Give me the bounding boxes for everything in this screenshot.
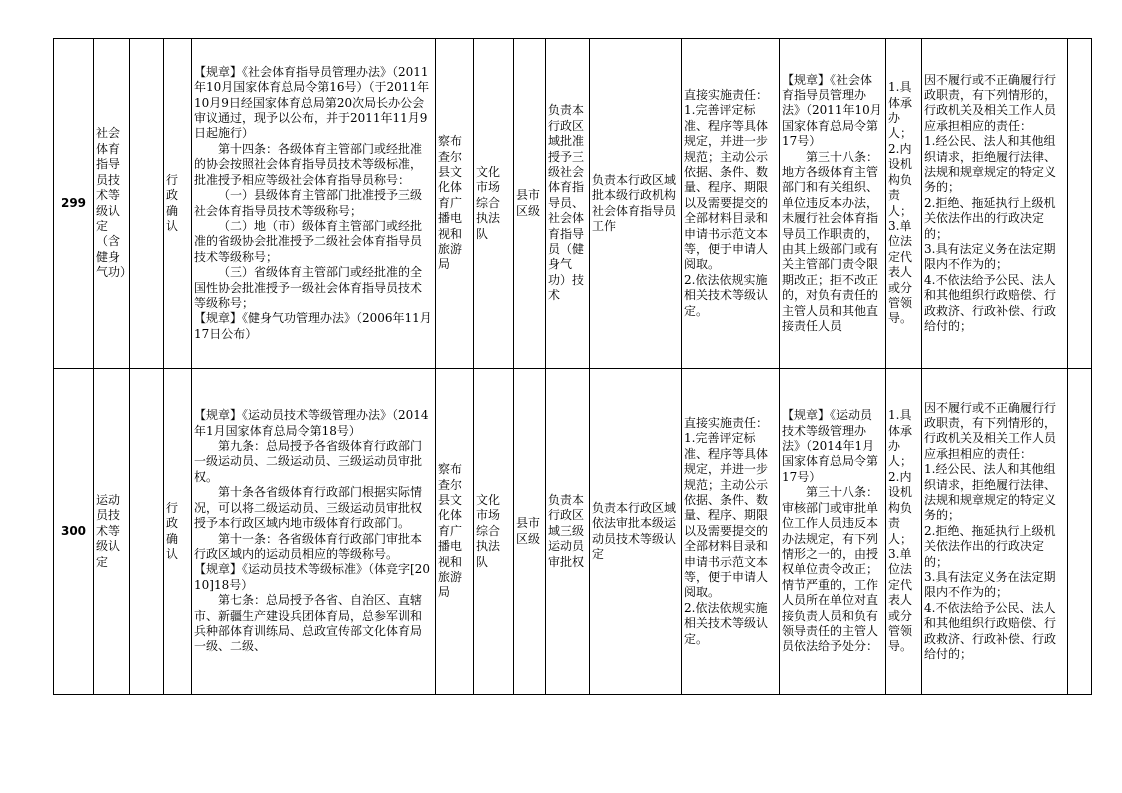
duty-content-cell [590, 39, 682, 369]
item-number-cell [54, 369, 94, 695]
duty-content-cell [590, 369, 682, 695]
responsible-subject-cell [886, 39, 922, 369]
legal-basis-paragraph: 第十条各省级体育行政部门根据实际情况，可以将二级运动员、三级运动员审批权授予本行政区域内地市级体育行政部门。 [194, 485, 423, 531]
admin-level-cell [514, 369, 546, 695]
item-type: 行政确认 [166, 500, 179, 561]
accountability-matters-cell [922, 369, 1068, 695]
admin-level: 县市区级 [516, 188, 541, 218]
duty-scope: 负责本行政区域三级运动员审批权 [548, 492, 585, 569]
responsible-subject: 1.具体承办人； 2.内设机构负责人； 3.单位法定代表人或分管领导。 [888, 408, 913, 654]
remark-cell [1068, 39, 1092, 369]
department: 察布查尔县文化体育广播电视和旅游局 [438, 462, 463, 600]
legal-basis-paragraph: （三）省级体育主管部门或经批准的全国性协会批准授予一级社会体育指导员技术等级称号； [194, 265, 423, 310]
responsible-subject-cell [886, 369, 922, 695]
item-subname-cell [130, 39, 164, 369]
accountability-matters: 因不履行或不正确履行行政职责，有下列情形的，行政机关及相关工作人员应承担相应的责任： 1.经公民、法人和其他组织请求，拒绝履行法律、法规和规章规定的特定义务的； 2.拒绝、拖延执行上级机关依法作出的行政决定的； 3.具有法定义务在法定期限内不作为的； 4.不依法给予公民、法人和其他组织行政赔偿、行政救济、行政补偿、行政给付的； [924, 72, 1057, 334]
item-type-cell [164, 369, 192, 695]
accountability-matters: 因不履行或不正确履行行政职责，有下列情形的，行政机关及相关工作人员应承担相应的责任： 1.经公民、法人和其他组织请求，拒绝履行法律、法规和规章规定的特定义务的； 2.拒绝、拖延执行上级机关依法作出的行政决定的； 3.具有法定义务在法定期限内不作为的； 4.不依法给予公民、法人和其他组织行政赔偿、行政救济、行政补偿、行政给付的； [924, 400, 1057, 662]
legal-basis-paragraph: 【规章】《社会体育指导员管理办法》（2011年10月国家体育总局令第16号）（于2011年10月9日经国家体育总局第20次局长办公会审议通过，现予以公布，并于2011年11月9日起施行） [194, 64, 430, 141]
item-name: 社会体育指导员技术等级认定（含健身气功） [96, 126, 133, 280]
responsible-subject: 1.具体承办人； 2.内设机构负责人； 3.单位法定代表人或分管领导。 [888, 80, 913, 326]
accountability-matters-cell [922, 39, 1068, 369]
implementing-unit: 文化市场综合执法队 [476, 492, 501, 569]
legal-basis-cell [192, 369, 436, 695]
duty-content: 负责本行政区域依法审批本级运动员技术等级认定 [592, 500, 677, 561]
legal-basis-paragraph: （一）县级体育主管部门批准授予三级社会体育指导员技术等级称号； [194, 188, 423, 218]
accountability-basis-cell [780, 369, 886, 695]
accountability-basis-cell [780, 39, 886, 369]
accountability-basis: 【规章】《社会体育指导员管理办法》（2011年10月国家体育总局令第17号） 第三十八条： 地方各级体育主管部门和有关组织、单位违反本办法，未履行社会体育指导员工作职责的，由其上级部门或有关主管部门责令限期改正；拒不改正的，对负有责任的主管人员和其他直接责任人员 [782, 72, 882, 334]
duty-table [53, 38, 1092, 695]
legal-basis-paragraph: 第七条：总局授予各省、自治区、直辖市、新疆生产建设兵团体育局，总参军训和兵种部体育训练局、总政宣传部文化体育局一级、二级、 [194, 593, 423, 654]
legal-basis-paragraph: 第十一条：各省级体育行政部门审批本行政区域内的运动员相应的等级称号。 [194, 531, 423, 561]
responsibility: 直接实施责任： 1.完善评定标准、程序等具体规定，并进一步规范；主动公示依据、条件、数量、程序、期限以及需要提交的全部材料目录和申请书示范文本等，便于申请人阅取。 2.依法依规实施相关技术等级认定。 [684, 415, 769, 646]
admin-level-cell [514, 39, 546, 369]
item-name-cell [94, 369, 130, 695]
legal-basis-paragraph: 【规章】《运动员技术等级标准》（体竞字[2010]18号） [194, 562, 430, 592]
legal-basis-paragraph: 第九条：总局授予各省级体育行政部门一级运动员、二级运动员、三级运动员审批权。 [194, 439, 423, 484]
admin-level: 县市区级 [516, 516, 541, 546]
duty-scope-cell [546, 39, 590, 369]
responsibility-cell [682, 369, 780, 695]
item-number: 300 [60, 523, 87, 538]
department-cell [436, 39, 474, 369]
item-name-cell [94, 39, 133, 369]
department-cell [436, 369, 474, 695]
accountability-basis: 【规章】《运动员技术等级管理办法》（2014年1月国家体育总局令第17号） 第三十八条： 审核部门或审批单位工作人员违反本办法规定，有下列情形之一的，由授权单位责令改正；情节严重的，工作人员所在单位对直接负责人员和负有领导责任的主管人员依法给予处分： [782, 408, 879, 654]
item-type: 行政确认 [166, 172, 179, 233]
legal-basis-cell [192, 39, 436, 369]
legal-basis-paragraph: 【规章】《运动员技术等级管理办法》（2014年1月国家体育总局令第18号） [194, 408, 429, 438]
legal-basis-paragraph: 第十四条：各级体育主管部门或经批准的协会按照社会体育指导员技术等级标准，批准授予相应等级社会体育指导员称号： [194, 141, 423, 187]
item-type-cell [164, 39, 192, 369]
legal-basis-paragraph: （二）地（市）级体育主管部门或经批准的省级协会批准授予二级社会体育指导员技术等级称号； [194, 218, 423, 264]
duty-scope: 负责本行政区域批准授予三级社会体育指导员、社会体育指导员（健身气功）技术 [548, 103, 585, 303]
table-row [54, 369, 1092, 695]
implementing-unit-cell [474, 369, 514, 695]
duty-content: 负责本行政区域批本级行政机构社会体育指导员工作 [592, 172, 677, 233]
legal-basis-paragraph: 【规章】《健身气功管理办法》（2006年11月17日公布） [194, 311, 432, 341]
item-name: 运动员技术等级认定 [96, 492, 121, 569]
table-row [54, 39, 1092, 369]
department: 察布查尔县文化体育广播电视和旅游局 [438, 134, 463, 272]
duty-scope-cell [546, 369, 590, 695]
remark-cell [1068, 369, 1092, 695]
item-subname-cell [130, 369, 164, 695]
item-number: 299 [60, 195, 87, 210]
responsibility: 直接实施责任： 1.完善评定标准、程序等具体规定，并进一步规范；主动公示依据、条件、数量、程序、期限以及需要提交的全部材料目录和申请书示范文本等，便于申请人阅取。 2.依法依规实施相关技术等级认定。 [684, 87, 769, 318]
item-number-cell [54, 39, 94, 369]
implementing-unit: 文化市场综合执法队 [476, 164, 501, 241]
implementing-unit-cell [474, 39, 514, 369]
responsibility-cell [682, 39, 780, 369]
